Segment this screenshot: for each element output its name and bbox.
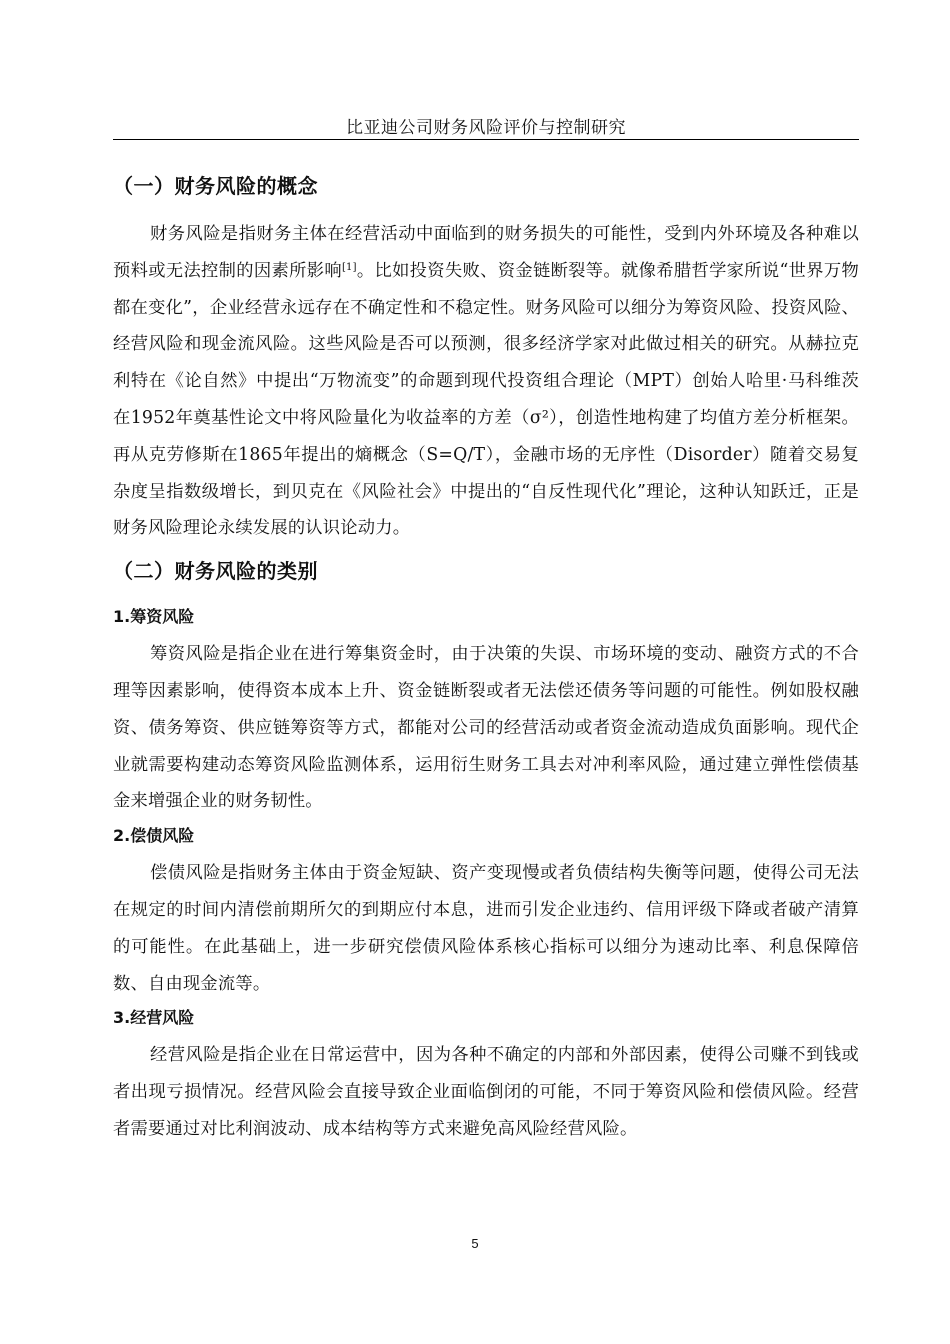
page-number: 5: [471, 1236, 479, 1251]
subheading-financing-risk: 1.筹资风险: [113, 607, 195, 627]
citation-ref: [1]: [341, 261, 357, 273]
paragraph-concept-text-2: 。比如投资失败、资金链断裂等。就像希腊哲学家所说“世界万物都在变化”，企业经营永远存在不确定性和不稳定性。财务风险可以细分为筹资风险、投资风险、经营风险和现金流风险。这些风险是否可以预测，很多经济学家对此做过相关的研究。从赫拉克利特在《论自然》中提出“万物流变”的命题到现代投资组合理论（MPT）创始人哈里·马科维茨在1952年奠基性论文中将风险量化为收益率的方差（σ²），创造性地构建了均值方差分析框架。再从克劳修斯在1865年提出的熵概念（S=Q/T），金融市场的无序性（Disorder）随着交易复杂度呈指数级增长，到贝克在《风险社会》中提出的“自反性现代化”理论，这种认知跃迁，正是财务风险理论永续发展的认识论动力。: [113, 260, 859, 539]
paragraph-operating-risk: 经营风险是指企业在日常运营中，因为各种不确定的内部和外部因素，使得公司赚不到钱或者出现亏损情况。经营风险会直接导致企业面临倒闭的可能，不同于筹资风险和偿债风险。经营者需要通过对比利润波动、成本结构等方式来避免高风险经营风险。: [113, 1045, 859, 1139]
paragraph-concept: [113, 216, 859, 547]
section-heading-concept: （一）财务风险的概念: [113, 174, 318, 198]
section-heading-categories: （二）财务风险的类别: [113, 559, 318, 584]
paragraph-solvency-risk: 偿债风险是指财务主体由于资金短缺、资产变现慢或者负债结构失衡等问题，使得公司无法在规定的时间内清偿前期所欠的到期应付本息，进而引发企业违约、信用评级下降或者破产清算的可能性。在此基础上，进一步研究偿债风险体系核心指标可以细分为速动比率、利息保障倍数、自由现金流等。: [113, 863, 859, 994]
page-body: [113, 172, 859, 1148]
paragraph-concept-text-1: 财务风险是指财务主体在经营活动中面临到的财务损失的可能性，受到内外环境及各种难以预料或无法控制的因素所影响: [113, 224, 859, 281]
running-header: 比亚迪公司财务风险评价与控制研究: [346, 118, 626, 138]
header-rule: [113, 139, 859, 140]
subheading-solvency-risk: 2.偿债风险: [113, 826, 195, 846]
subheading-operating-risk: 3.经营风险: [113, 1008, 195, 1028]
paragraph-financing-risk: 筹资风险是指企业在进行筹集资金时，由于决策的失误、市场环境的变动、融资方式的不合理等因素影响，使得资本成本上升、资金链断裂或者无法偿还债务等问题的可能性。例如股权融资、债务筹资、供应链筹资等方式，都能对公司的经营活动或者资金流动造成负面影响。现代企业就需要构建动态筹资风险监测体系，运用衍生财务工具去对冲利率风险，通过建立弹性偿债基金来增强企业的财务韧性。: [113, 644, 859, 812]
